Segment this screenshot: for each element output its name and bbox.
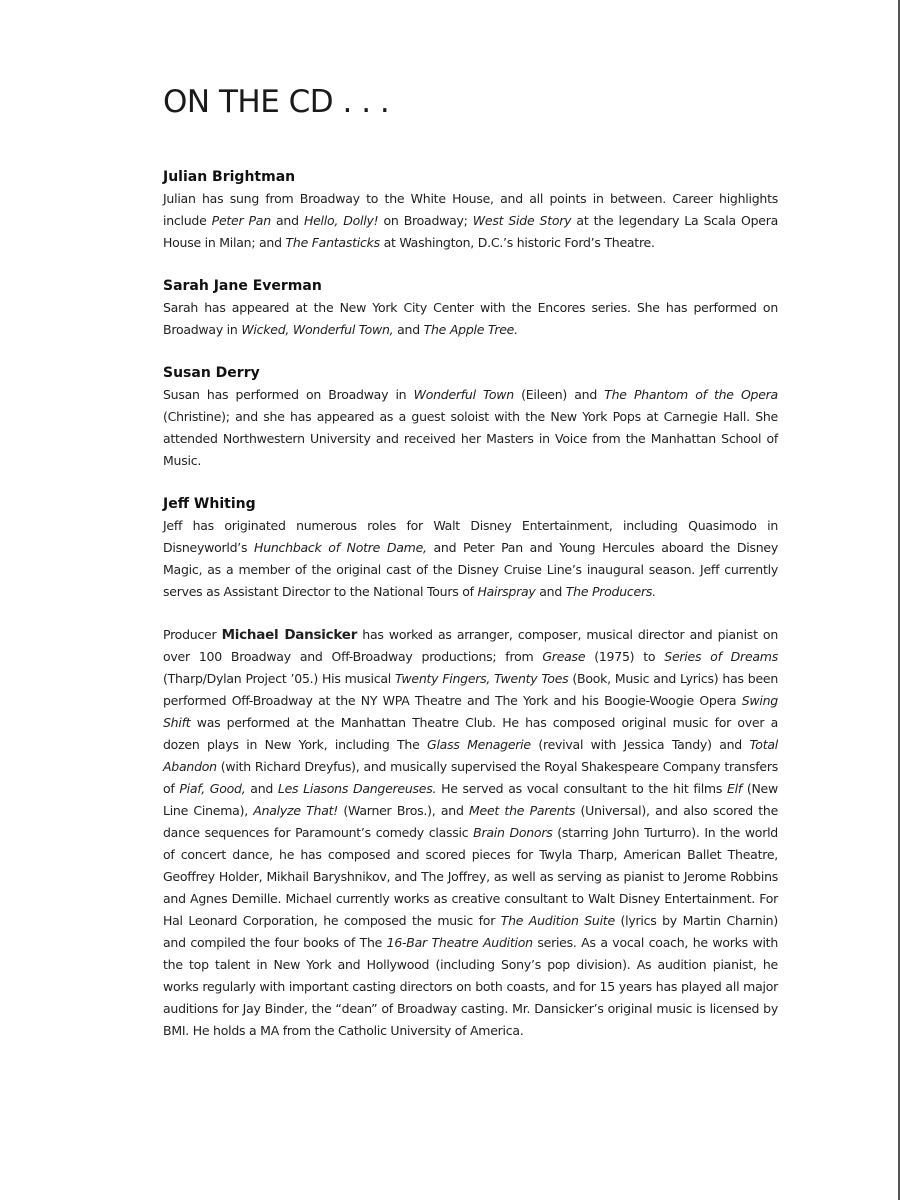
text-run: on Broadway;	[378, 213, 473, 228]
italic-title: Peter Pan	[211, 213, 271, 228]
text-run: (lyrics by Martin Charnin) and compiled the four books of The	[163, 913, 778, 950]
italic-title: The Apple Tree.	[423, 322, 518, 337]
italic-title: Les Liasons Dangereuses.	[277, 781, 437, 796]
italic-title: West Side Story	[472, 213, 572, 228]
italic-title: Glass Menagerie	[427, 737, 531, 752]
producer-name: Michael Dansicker	[221, 627, 358, 643]
text-run: (Tharp/Dylan Project ’05.) His musical	[163, 671, 396, 686]
italic-title: Wonderful Town	[413, 387, 514, 402]
bio-name: Jeff Whiting	[163, 496, 256, 512]
italic-title: Hello, Dolly!	[303, 213, 379, 228]
italic-title: The Producers.	[565, 584, 656, 599]
text-run: at Washington, D.C.’s historic Ford’s Theatre.	[379, 235, 655, 250]
italic-title: Swing Shift	[163, 693, 778, 730]
text-run: at the legendary La Scala Opera House in Milan; and	[163, 213, 778, 250]
text-run: and	[393, 322, 424, 337]
text-run: (Christine); and she has appeared as a guest soloist with the New York Pops at Carnegie Hall. She attended Northwestern University and received her Masters in Voice from the Manhattan School of Music.	[163, 409, 778, 468]
text-run: was performed at the Manhattan Theatre Club. He has composed original music for over a dozen plays in New York, including The	[163, 715, 778, 752]
page-title: ON THE CD . . .	[163, 84, 390, 120]
italic-title: The Audition Suite	[500, 913, 615, 928]
italic-title: Total Abandon	[163, 737, 778, 774]
text-run: Sarah has appeared at the New York City Center with the Encores series. She has performed on Broadway in	[163, 300, 778, 337]
text-run: (New Line Cinema),	[163, 781, 778, 818]
bio-text	[163, 515, 778, 603]
producer-bio	[163, 624, 778, 1042]
bio-text	[163, 297, 778, 341]
italic-title: Elf	[726, 781, 742, 796]
text-run: Jeff has originated numerous roles for Walt Disney Entertainment, including Quasimodo in Disneyworld’s	[163, 518, 778, 555]
text-run: (Book, Music and Lyrics) has been performed Off-Broadway at the NY WPA Theatre and The York and his Boogie-Woogie Opera	[163, 671, 779, 708]
italic-title: Brain Donors	[473, 825, 553, 840]
bio-name: Julian Brightman	[163, 169, 296, 185]
bio-text	[163, 384, 778, 472]
text-run: and Peter Pan and Young Hercules aboard the Disney Magic, as a member of the original cast of the Disney Cruise Line’s inaugural season. Jeff currently serves as Assistant Director to the National Tours of	[163, 540, 778, 599]
text-run: (starring John Turturro). In the world of concert dance, he has composed and scored pieces for Twyla Tharp, American Ballet Theatre, Geoffrey Holder, Mikhail Baryshnikov, and The Joffrey, as well as serving as pianist to Jerome Robbins and Agnes Demille. Michael currently works as creative consultant to Walt Disney Entertainment. For Hal Leonard Corporation, he composed the music for	[163, 825, 778, 928]
italic-title: Hunchback of Notre Dame,	[254, 540, 427, 555]
text-run: (with Richard Dreyfus), and musically supervised the Royal Shakespeare Company transfers of	[163, 759, 778, 796]
italic-title: Analyze That!	[253, 803, 339, 818]
italic-title: Grease	[542, 649, 586, 664]
bio-section	[163, 362, 778, 472]
italic-title: Hairspray	[477, 584, 536, 599]
italic-title: Piaf, Good,	[179, 781, 246, 796]
text-run: (Warner Bros.), and	[338, 803, 469, 818]
text-run: (Eileen) and	[513, 387, 605, 402]
italic-title: Meet the Parents	[469, 803, 576, 818]
bio-section	[163, 275, 778, 341]
bio-name: Sarah Jane Everman	[163, 278, 322, 294]
text-run: has worked as arranger, composer, musical director and pianist on over 100 Broadway and Off-Broadway productions; from	[163, 627, 778, 664]
italic-title: Twenty Fingers, Twenty Toes	[395, 671, 569, 686]
producer-text	[163, 624, 778, 1042]
text-run: and	[245, 781, 278, 796]
italic-title: 16-Bar Theatre Audition	[386, 935, 533, 950]
text-run: Julian has sung from Broadway to the White House, and all points in between. Career highlights include	[163, 191, 778, 228]
text-run: (revival with Jessica Tandy) and	[530, 737, 750, 752]
bio-section	[163, 166, 778, 254]
bio-name: Susan Derry	[163, 365, 260, 381]
producer-prefix: Producer	[163, 627, 222, 642]
italic-title: Series of Dreams	[664, 649, 778, 664]
text-run: Susan has performed on Broadway in	[163, 387, 414, 402]
italic-title: Wicked, Wonderful Town,	[241, 322, 394, 337]
text-run: He served as vocal consultant to the hit films	[436, 781, 727, 796]
text-run: (Universal), and also scored the dance sequences for Paramount’s comedy classic	[163, 803, 779, 840]
italic-title: The Fantasticks	[285, 235, 380, 250]
text-run: series. As a vocal coach, he works with the top talent in New York and Hollywood (including Sony’s pop division). As audition pianist, he works regularly with important casting directors on both coasts, and for 15 years has played all major auditions for Jay Binder, the “dean” of Broadway casting. Mr. Dansicker’s original music is licensed by BMI. He holds a MA from the Catholic University of America.	[163, 935, 778, 1038]
page-content	[163, 84, 778, 1063]
text-run: (1975) to	[585, 649, 665, 664]
bio-list	[163, 166, 778, 603]
bio-section	[163, 493, 778, 603]
italic-title: The Phantom of the Opera	[604, 387, 778, 402]
bio-text	[163, 188, 778, 254]
text-run: and	[270, 213, 304, 228]
text-run: and	[535, 584, 566, 599]
